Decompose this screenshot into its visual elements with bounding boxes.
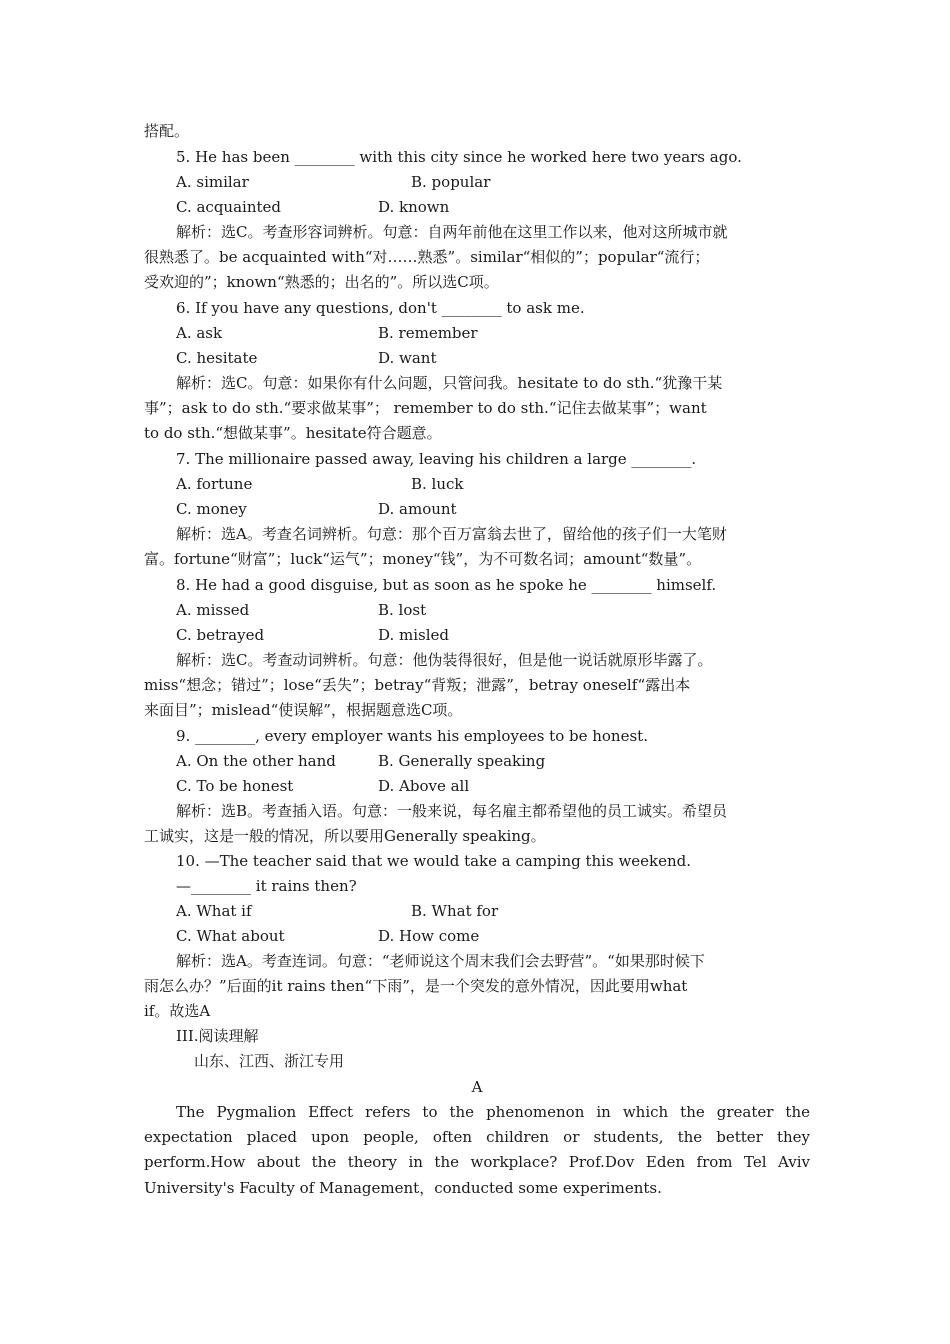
q6-option-a: A. ask xyxy=(176,324,223,342)
q9-explanation-line: 工诚实，这是一般的情况，所以要用Generally speaking。 xyxy=(144,827,546,845)
q5-option-b: B. popular xyxy=(411,173,491,191)
q8-option-d: D. misled xyxy=(378,626,450,644)
q7-stem: 7. The millionaire passed away, leaving his children a large ________. xyxy=(176,450,697,468)
q9-option-a: A. On the other hand xyxy=(176,752,336,770)
q7-option-d: D. amount xyxy=(378,500,457,518)
q10-option-a: A. What if xyxy=(176,902,252,920)
q5-stem: 5. He has been ________ with this city since he worked here two years ago. xyxy=(176,148,742,166)
section-heading: III.阅读理解 xyxy=(176,1027,259,1045)
q10-option-c: C. What about xyxy=(176,927,285,945)
q9-option-c: C. To be honest xyxy=(176,777,294,795)
region-label: 山东、江西、浙江专用 xyxy=(194,1052,345,1070)
q10-explanation-line: if。故选A xyxy=(144,1002,211,1020)
passage-line: University's Faculty of Management，conducted some experiments. xyxy=(144,1179,662,1197)
q9-option-b: B. Generally speaking xyxy=(378,752,546,770)
q6-stem: 6. If you have any questions, don't ________ to ask me. xyxy=(176,299,585,317)
q8-option-b: B. lost xyxy=(378,601,427,619)
q6-option-c: C. hesitate xyxy=(176,349,258,367)
q9-stem: 9. ________, every employer wants his employees to be honest. xyxy=(176,727,648,745)
q9-explanation-line: 解析：选B。考查插入语。句意：一般来说，每名雇主都希望他的员工诚实。希望员 xyxy=(176,802,728,820)
q8-explanation-line: 解析：选C。考查动词辨析。句意：他伪装得很好，但是他一说话就原形毕露了。 xyxy=(176,651,713,669)
passage-label: A xyxy=(471,1078,483,1096)
q8-stem: 8. He had a good disguise, but as soon as he spoke he ________ himself. xyxy=(176,576,717,594)
q10-explanation-line: 雨怎么办？”后面的it rains then“下雨”，是一个突发的意外情况，因此要用what xyxy=(144,977,688,995)
passage-line: expectation placed upon people, often children or students, the better they xyxy=(144,1128,810,1146)
q6-explanation-line: 解析：选C。句意：如果你有什么问题，只管问我。hesitate to do sth.“犹豫干某 xyxy=(176,374,723,392)
q10-stem-reply: —________ it rains then? xyxy=(176,877,357,895)
q6-option-b: B. remember xyxy=(378,324,478,342)
q5-explanation-line: 很熟悉了。be acquainted with“对……熟悉”。similar“相似的”；popular“流行； xyxy=(144,248,710,266)
q5-option-c: C. acquainted xyxy=(176,198,281,216)
q5-explanation-line: 受欢迎的”；known“熟悉的；出名的”。所以选C项。 xyxy=(144,273,499,291)
q10-explanation-line: 解析：选A。考查连词。句意：“老师说这个周末我们会去野营”。“如果那时候下 xyxy=(176,952,705,970)
q10-option-d: D. How come xyxy=(378,927,480,945)
q10-stem: 10. —The teacher said that we would take a camping this weekend. xyxy=(176,852,692,870)
q8-option-c: C. betrayed xyxy=(176,626,265,644)
q6-explanation-line: 事”；ask to do sth.“要求做某事”； remember to do sth.“记住去做某事”；want xyxy=(144,399,707,417)
q6-explanation-line: to do sth.“想做某事”。hesitate符合题意。 xyxy=(144,424,442,442)
q8-explanation-line: miss“想念；错过”；lose“丢失”；betray“背叛；泄露”，betray oneself“露出本 xyxy=(144,676,691,694)
passage-line: The Pygmalion Effect refers to the phenomenon in which the greater the xyxy=(176,1103,810,1121)
q8-explanation-line: 来面目”；mislead“使误解”，根据题意选C项。 xyxy=(144,701,463,719)
q7-option-a: A. fortune xyxy=(176,475,253,493)
q6-option-d: D. want xyxy=(378,349,437,367)
q5-explanation-line: 解析：选C。考查形容词辨析。句意：自两年前他在这里工作以来，他对这所城市就 xyxy=(176,223,728,241)
q9-option-d: D. Above all xyxy=(378,777,470,795)
q7-explanation-line: 解析：选A。考查名词辨析。句意：那个百万富翁去世了，留给他的孩子们一大笔财 xyxy=(176,525,727,543)
q8-option-a: A. missed xyxy=(176,601,250,619)
q7-explanation-line: 富。fortune“财富”；luck“运气”；money“钱”，为不可数名词；amount“数量”。 xyxy=(144,550,702,568)
q7-option-c: C. money xyxy=(176,500,247,518)
q7-option-b: B. luck xyxy=(411,475,464,493)
passage-line: perform.How about the theory in the workplace? Prof.Dov Eden from Tel Aviv xyxy=(144,1153,810,1171)
intro-text: 搭配。 xyxy=(144,122,190,140)
q5-option-a: A. similar xyxy=(176,173,249,191)
q10-option-b: B. What for xyxy=(411,902,499,920)
q5-option-d: D. known xyxy=(378,198,450,216)
